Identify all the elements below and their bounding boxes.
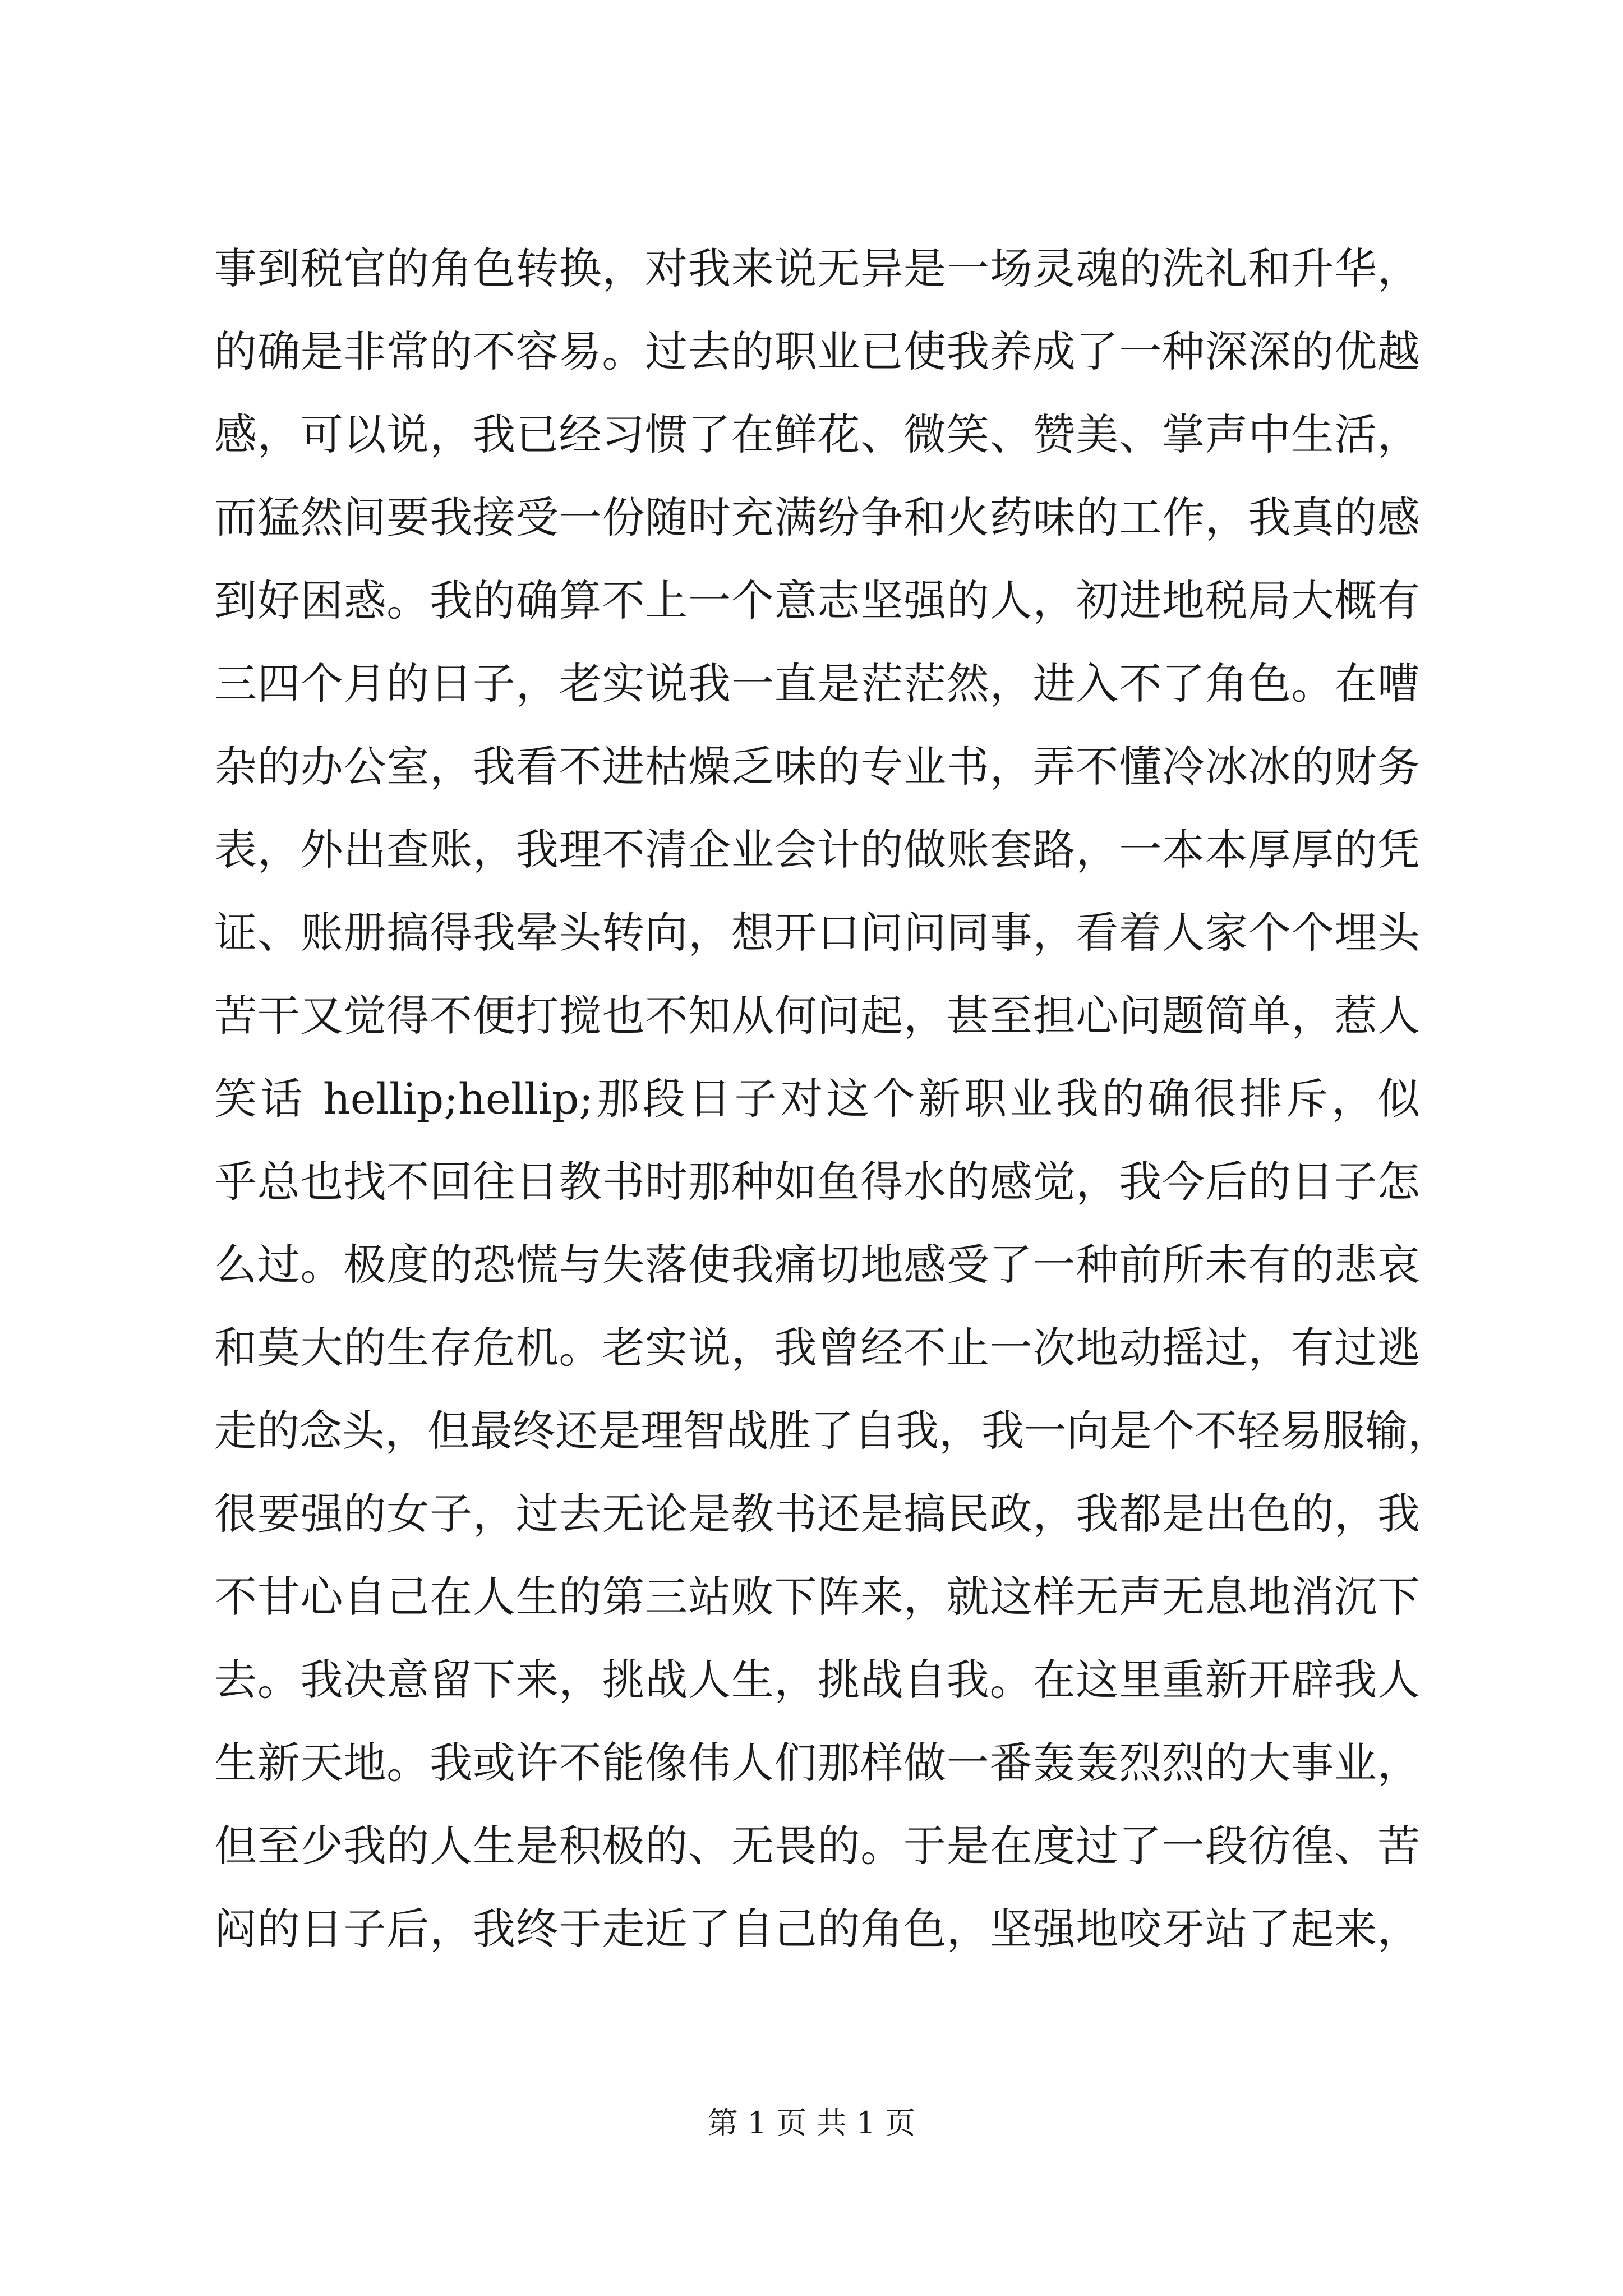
text-line: 而猛然间要我接受一份随时充满纷争和火药味的工作，我真的感 xyxy=(214,493,1420,542)
text-line: 闷的日子后，我终于走近了自己的角色，坚强地咬牙站了起来， xyxy=(214,1904,1420,1954)
text-line: 苦干又觉得不便打搅也不知从何问起，甚至担心问题简单，惹人 xyxy=(214,991,1420,1041)
text-line: 感，可以说，我已经习惯了在鲜花、微笑、赞美、掌声中生活， xyxy=(214,409,1420,459)
text-line: 去。我决意留下来，挑战人生，挑战自我。在这里重新开辟我人 xyxy=(214,1655,1420,1705)
text-line: 三四个月的日子，老实说我一直是茫茫然，进入不了角色。在嘈 xyxy=(214,659,1420,708)
text-line: 不甘心自己在人生的第三站败下阵来，就这样无声无息地消沉下 xyxy=(214,1572,1420,1622)
page-number-label: 第 1 页 共 1 页 xyxy=(707,2105,916,2141)
text-line: 和莫大的生存危机。老实说，我曾经不止一次地动摇过，有过逃 xyxy=(214,1323,1420,1373)
text-line: 的确是非常的不容易。过去的职业已使我养成了一种深深的优越 xyxy=(214,326,1420,376)
text-line: 杂的办公室，我看不进枯燥乏味的专业书，弄不懂冷冰冰的财务 xyxy=(214,742,1420,792)
text-line: 证、账册搞得我晕头转向，想开口问问同事，看着人家个个埋头 xyxy=(214,908,1420,958)
text-line: 但至少我的人生是积极的、无畏的。于是在度过了一段彷徨、苦 xyxy=(214,1821,1420,1871)
page-footer xyxy=(0,2098,1623,2148)
text-line: 表，外出查账，我理不清企业会计的做账套路，一本本厚厚的凭 xyxy=(214,825,1420,875)
text-line: 笑话 hellip;hellip;那段日子对这个新职业我的确很排斥，似 xyxy=(214,1074,1420,1124)
text-line: 很要强的女子，过去无论是教书还是搞民政，我都是出色的，我 xyxy=(214,1489,1420,1539)
text-line: 走的念头，但最终还是理智战胜了自我，我一向是个不轻易服输， xyxy=(214,1406,1450,1456)
body-text xyxy=(214,227,1450,1971)
text-line: 么过。极度的恐慌与失落使我痛切地感受了一种前所未有的悲哀 xyxy=(214,1240,1420,1290)
text-line: 到好困惑。我的确算不上一个意志坚强的人，初进地税局大概有 xyxy=(214,576,1420,625)
text-line: 事到税官的角色转换，对我来说无异是一场灵魂的洗礼和升华， xyxy=(214,243,1420,293)
text-line: 生新天地。我或许不能像伟人们那样做一番轰轰烈烈的大事业， xyxy=(214,1738,1420,1788)
text-line: 乎总也找不回往日教书时那种如鱼得水的感觉，我今后的日子怎 xyxy=(214,1157,1420,1207)
